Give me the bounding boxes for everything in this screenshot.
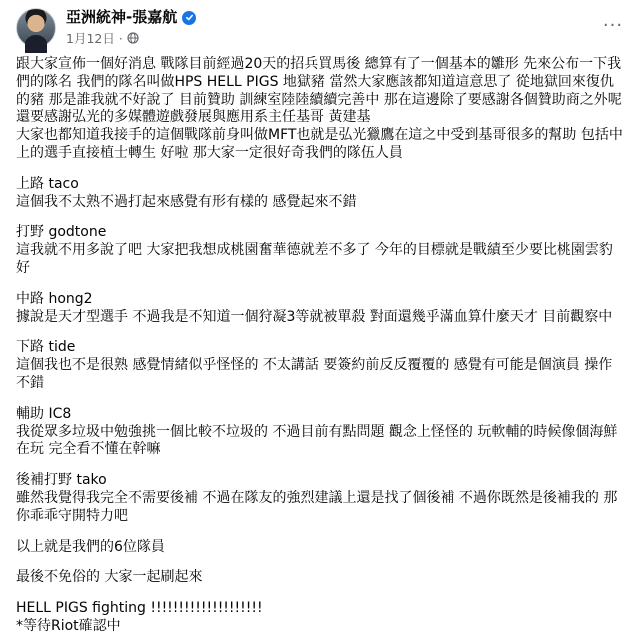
post-paragraph	[16, 176, 624, 212]
post-paragraph	[16, 339, 624, 392]
post-paragraph	[16, 291, 624, 327]
post-text-line: 大家也都知道我接手的這個戰隊前身叫做MFT也就是弘光獵鷹在這之中受到基哥很多的幫助 包括中上的選手直接植士轉生 好啦 那大家一定很好奇我們的隊伍人員	[16, 127, 623, 161]
post-header	[16, 6, 624, 50]
post-paragraph	[16, 56, 627, 163]
author-name[interactable]: 亞洲統神-張嘉航	[66, 8, 178, 26]
verified-badge-icon	[182, 11, 196, 25]
post-paragraph	[16, 600, 624, 636]
more-options-icon[interactable]: ···	[602, 14, 624, 36]
post-text-line: 下路 tide	[16, 339, 76, 356]
post-meta	[66, 29, 196, 48]
post-text-line: HELL PIGS fighting !!!!!!!!!!!!!!!!!!!!	[16, 600, 263, 617]
post-text-line: 據說是天才型選手 不過我是不知道一個狩凝3等就被單殺 對面還幾乎滿血算什麼天才 目前觀察中	[16, 308, 613, 325]
post-date[interactable]: 1月12日	[66, 30, 115, 46]
globe-icon	[127, 29, 139, 48]
post-text-line: 我從眾多垃圾中勉強挑一個比較不垃圾的 不過目前有點問題 觀念上怪怪的 玩軟輔的時候像個海鮮在玩 完全看不懂在幹嘛	[16, 423, 618, 458]
meta-separator: ·	[118, 31, 123, 46]
post-text-line: 最後不免俗的 大家一起刷起來	[16, 569, 203, 586]
post-text-line: 上路 taco	[16, 175, 79, 192]
post-text-line: 後補打野 tako	[16, 472, 107, 489]
post-text-line: 中路 hong2	[16, 290, 93, 307]
post-text-line: 打野 godtone	[16, 224, 107, 241]
post-paragraph	[16, 406, 624, 459]
post-text-line: 跟大家宣佈一個好消息 戰隊目前經過20天的招兵買馬後 總算有了一個基本的雛形 先來公布一下我們的隊名 我們的隊名叫做HPS HELL PIGS 地獄豬 當然大家應該都知道這意思了 從地獄回來復仇的豬 那是誰我就不好說了 目前贊助 訓練室陸陸續續完善中 那在這邊除了要感謝各個贊助商之外呢 還要感謝弘光的多媒體遊戲發展與應用系主任基哥 黃建基	[16, 56, 627, 126]
post-text-line: 這個我也不是很熟 感覺情緒似乎怪怪的 不太講話 要簽約前反反覆覆的 感覺有可能是個演員 操作不錯	[16, 357, 613, 391]
post-text-line: 雖然我覺得我完全不需要後補 不過在隊友的強烈建議上還是找了個後補 不過你既然是後補我的 那你乖乖守開特力吧	[16, 489, 618, 524]
post-text-line: *等待Riot確認中	[16, 617, 121, 634]
post-paragraph	[16, 472, 624, 525]
post-paragraph	[16, 224, 624, 277]
post-body	[16, 56, 627, 636]
post-text-line: 輔助 IC8	[16, 405, 72, 422]
author-avatar[interactable]	[16, 8, 56, 48]
post-paragraph	[16, 539, 624, 557]
post-text-line: 這我就不用多說了吧 大家把我想成桃園奮華德就差不多了 今年的目標就是戰績至少要比桃園雲豹好	[16, 242, 613, 276]
author-block	[66, 8, 196, 48]
author-name-row	[66, 8, 196, 27]
post-text-line: 以上就是我們的6位隊員	[16, 538, 165, 555]
post-paragraph	[16, 569, 624, 587]
post-text-line: 這個我不太熟不過打起來感覺有形有樣的 感覺起來不錯	[16, 193, 357, 210]
